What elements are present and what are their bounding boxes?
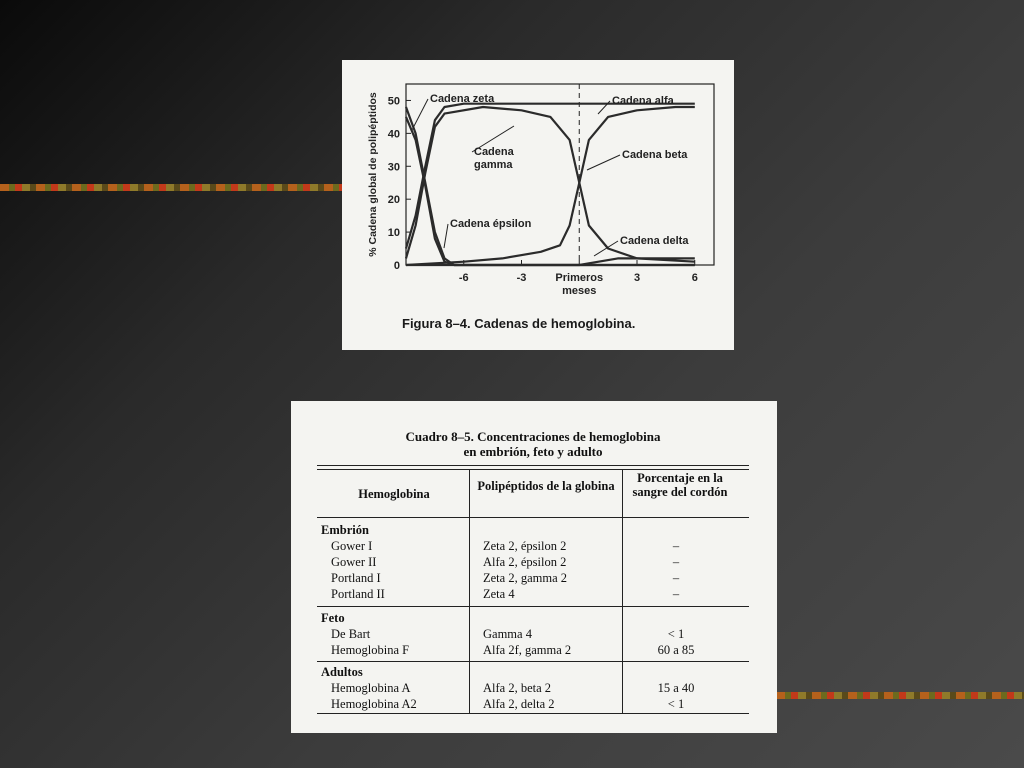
annotation-arrow: [444, 224, 448, 248]
y-tick-label: 20: [387, 194, 400, 207]
cell-porcentaje: 60 a 85: [657, 643, 695, 657]
cell-hemoglobina: Hemoglobina F: [331, 643, 410, 657]
cell-porcentaje: –: [672, 539, 680, 553]
annotation-arrow: [594, 241, 618, 256]
annotation-label: Cadena delta: [620, 235, 689, 247]
header-hemoglobina: Hemoglobina: [358, 487, 430, 501]
cell-polipeptidos: Zeta 4: [483, 587, 515, 601]
cell-porcentaje: –: [672, 587, 680, 601]
cell-polipeptidos: Zeta 2, épsilon 2: [483, 539, 567, 553]
table-rule-bottom: [317, 713, 749, 714]
group-label: Feto: [321, 611, 345, 625]
figure-card: [342, 60, 734, 350]
hemoglobin-chains-chart: [342, 60, 734, 350]
group-label: Adultos: [321, 665, 363, 679]
cell-polipeptidos: Alfa 2, épsilon 2: [483, 555, 567, 569]
y-tick-label: 50: [387, 95, 400, 108]
cell-polipeptidos: Alfa 2, beta 2: [483, 681, 552, 695]
cell-polipeptidos: Alfa 2, delta 2: [483, 697, 555, 711]
x-tick-label: -6: [458, 272, 469, 284]
table-rule-feto: [317, 606, 749, 607]
cell-hemoglobina: Hemoglobina A: [331, 681, 411, 695]
cell-hemoglobina: Hemoglobina A2: [331, 697, 417, 711]
table-title-line2: en embrión, feto y adulto: [463, 444, 603, 459]
table-rule-adultos: [317, 661, 749, 662]
annotation-label: Cadena gamma: [474, 146, 514, 171]
x-tick-label: -3: [516, 272, 527, 284]
table-col-divider-1: [469, 469, 470, 713]
annotation-arrow: [412, 99, 428, 130]
cell-porcentaje: < 1: [667, 627, 685, 641]
cell-porcentaje: 15 a 40: [657, 681, 695, 695]
table-rule-header: [317, 517, 749, 518]
x-tick-label: 3: [633, 272, 641, 284]
x-tick-label: 6: [691, 272, 698, 284]
x-tick-label: Primeros meses: [555, 272, 604, 297]
annotation-label: Cadena épsilon: [450, 218, 532, 230]
cell-porcentaje: –: [672, 571, 680, 585]
cell-hemoglobina: Gower I: [331, 539, 373, 553]
annotation-label: Cadena beta: [622, 149, 688, 161]
y-tick-label: 40: [387, 128, 400, 141]
cell-hemoglobina: Portland I: [331, 571, 381, 585]
y-tick-label: 30: [387, 161, 400, 174]
annotation-label: Cadena alfa: [612, 95, 674, 107]
table-col-divider-2: [622, 469, 623, 713]
figure-caption: Figura 8–4. Cadenas de hemoglobina.: [402, 316, 636, 331]
y-axis-label: % Cadena global de polipéptidos: [367, 92, 379, 257]
cell-porcentaje: –: [672, 555, 680, 569]
annotation-arrow: [587, 155, 620, 170]
cell-hemoglobina: De Bart: [331, 627, 371, 641]
y-tick-label: 10: [387, 227, 400, 240]
decorative-stripe-right: [776, 692, 1024, 699]
table-title-line1: Cuadro 8–5. Concentraciones de hemoglobina: [405, 429, 661, 444]
table-rule-top: [317, 465, 749, 466]
cell-polipeptidos: Gamma 4: [483, 627, 532, 641]
header-porcentaje: Porcentaje en la sangre del cordón: [632, 471, 728, 499]
decorative-stripe-left: [0, 184, 345, 191]
y-tick-label: 0: [393, 260, 400, 272]
cell-polipeptidos: Zeta 2, gamma 2: [483, 571, 567, 585]
table-title: [343, 429, 723, 459]
cell-polipeptidos: Alfa 2f, gamma 2: [483, 643, 572, 657]
group-label: Embrión: [321, 523, 369, 537]
cell-porcentaje: < 1: [667, 697, 685, 711]
cell-hemoglobina: Portland II: [331, 587, 385, 601]
cell-hemoglobina: Gower II: [331, 555, 377, 569]
table-rule-top2: [317, 469, 749, 470]
header-polipeptidos: Polipéptidos de la globina: [477, 479, 615, 493]
annotation-label: Cadena zeta: [430, 93, 495, 105]
hemoglobin-table-card: [291, 401, 777, 733]
